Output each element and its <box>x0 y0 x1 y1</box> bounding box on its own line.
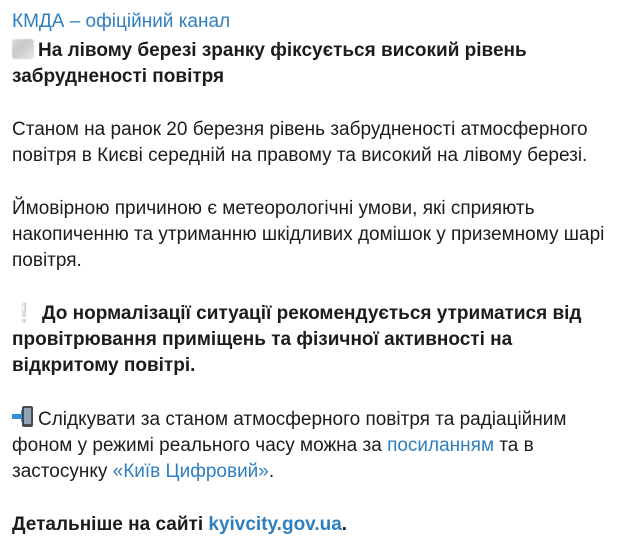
post-title <box>12 38 614 90</box>
warning-paragraph <box>12 301 614 379</box>
link-kyiv-tsyfrovyi[interactable]: «Київ Цифровий» <box>112 461 269 482</box>
follow-paragraph <box>12 406 614 485</box>
details-paragraph <box>12 512 614 538</box>
phone-arrow-icon <box>12 406 36 428</box>
link-posylanniam[interactable]: посиланням <box>387 435 495 456</box>
details-after: . <box>341 514 348 535</box>
link-kyivcity[interactable]: kyivcity.gov.ua <box>208 514 342 535</box>
exclamation-icon: ❕ <box>12 303 36 324</box>
warning-text: До нормалізації ситуації рекомендується утриматися від провітрювання приміщень та фізичної активності на відкритому повітрі. <box>12 303 582 376</box>
details-text: Детальніше на сайті <box>12 514 209 535</box>
blurred-emoji-icon <box>12 39 34 59</box>
follow-text-after: . <box>268 461 275 482</box>
follow-text-middle: та в застосунку <box>12 435 534 482</box>
paragraph-1: Станом на ранок 20 березня рівень забрудненості атмосферного повітря в Києві середній на правому та високий на лівому березі. <box>12 119 588 166</box>
channel-name[interactable]: КМДА – офіційний канал <box>12 11 231 32</box>
paragraph-2: Ймовірною причиною є метеорологічні умови, які сприяють накопиченню та утриманню шкідливих домішок у приземному шарі повітря. <box>12 198 605 271</box>
post-title-text: На лівому березі зранку фіксується високий рівень забрудненості повітря <box>12 40 527 87</box>
follow-text-before: Слідкувати за станом атмосферного повітря та радіаційним фоном у режимі реального часу можна за <box>12 409 567 456</box>
